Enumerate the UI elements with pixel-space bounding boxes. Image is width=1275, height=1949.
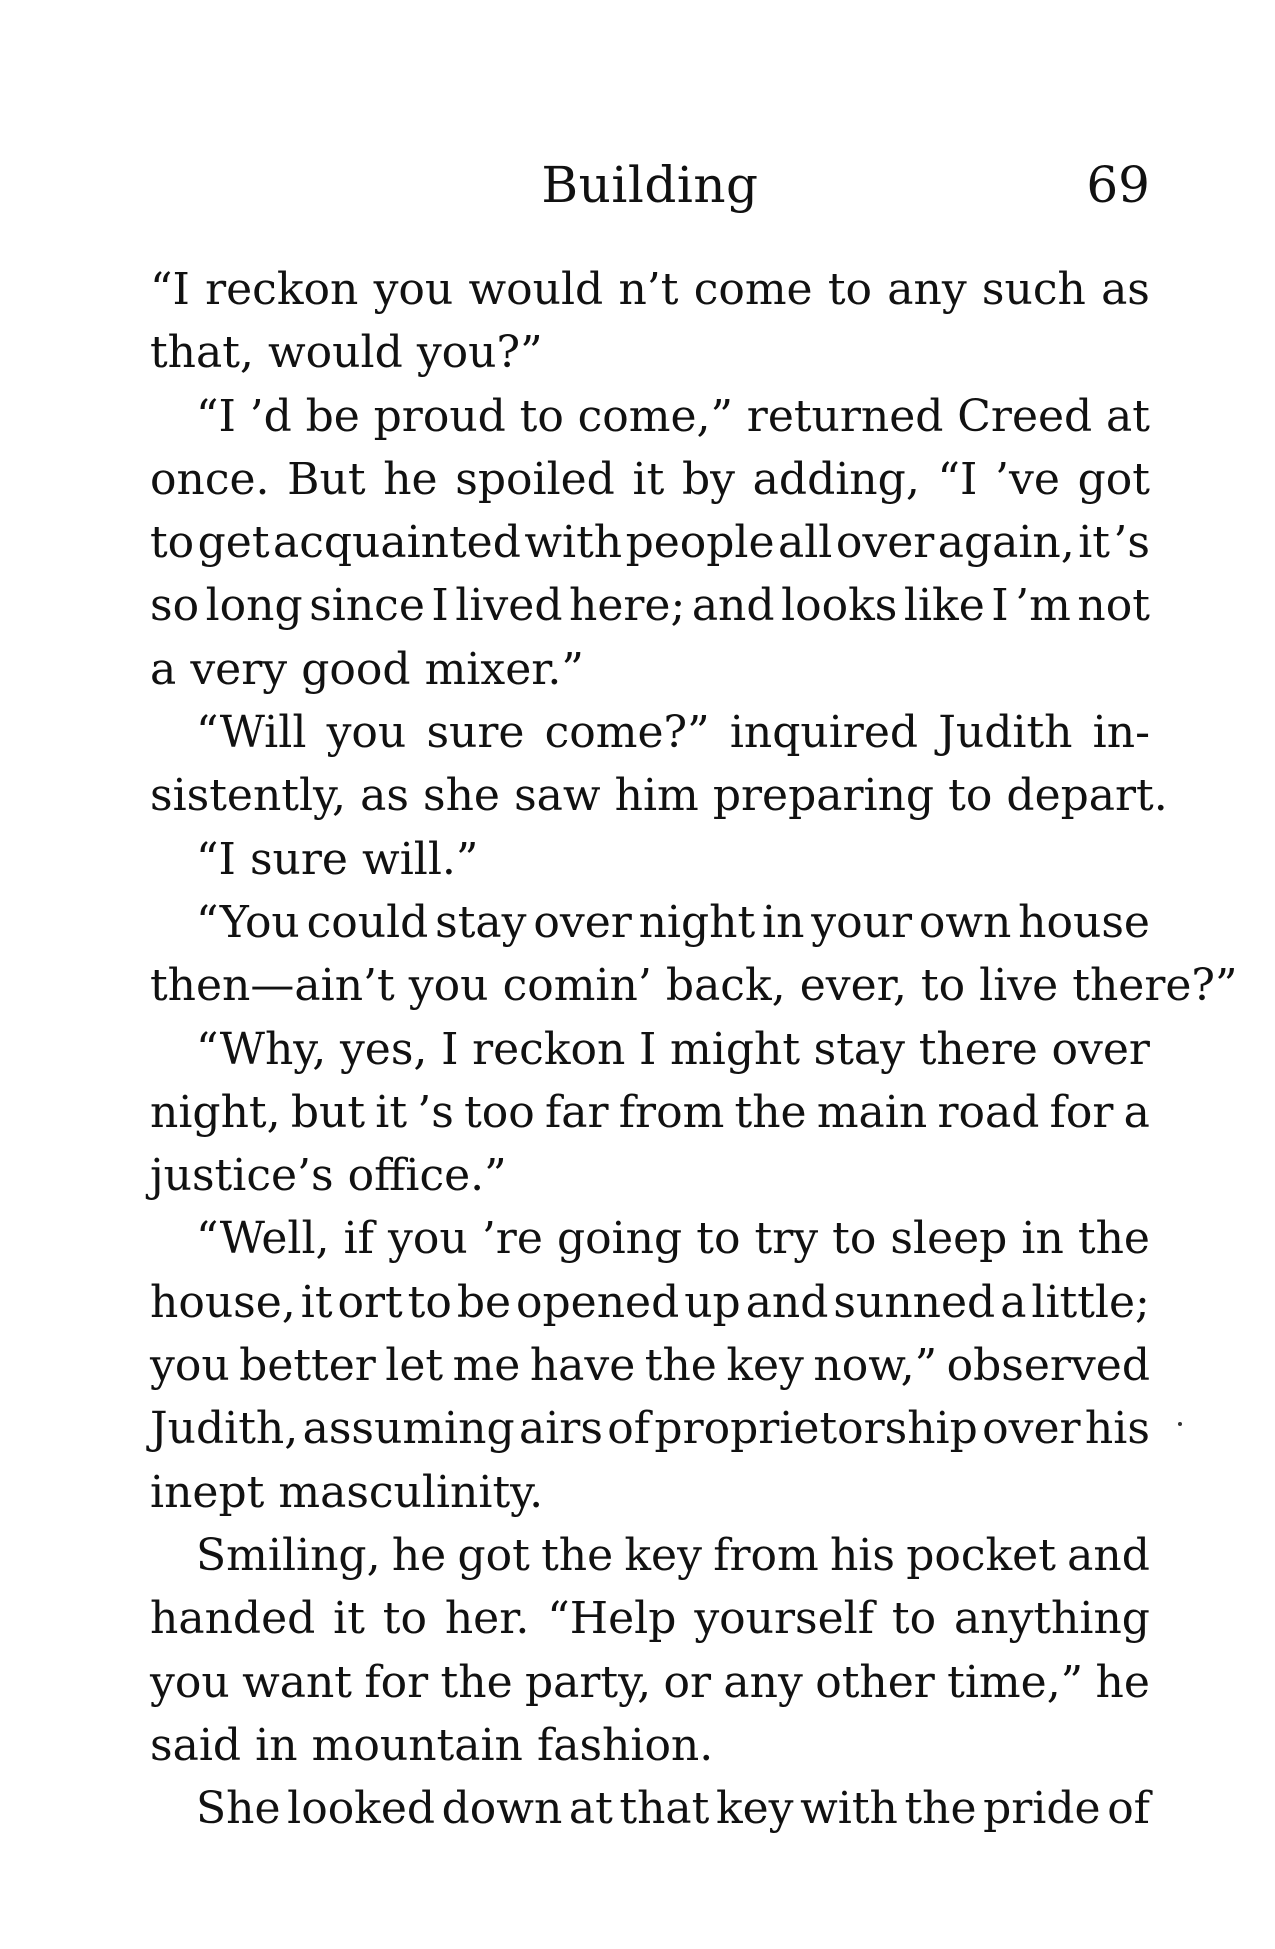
word: come?” (544, 707, 710, 759)
word: and (691, 580, 775, 632)
word: preparing (712, 770, 935, 822)
word: it (375, 1086, 408, 1138)
word: you?” (416, 327, 543, 379)
word: to (407, 1276, 452, 1328)
word: back, (665, 960, 786, 1012)
word: mountain (311, 1719, 523, 1771)
word: to (891, 1593, 937, 1645)
word: to (920, 960, 966, 1012)
word: the (541, 1529, 614, 1581)
word: you (150, 1656, 230, 1708)
word: again, (937, 517, 1075, 569)
text-line (150, 321, 1150, 384)
word: now,” (813, 1340, 938, 1392)
word: n’t (618, 264, 679, 315)
text-line (150, 1714, 1150, 1777)
word: over (533, 896, 632, 948)
word: at (1106, 390, 1150, 442)
word: going (556, 1213, 683, 1265)
word: a (1123, 1086, 1150, 1138)
text-line (150, 511, 1150, 574)
word: reckon (472, 1023, 626, 1075)
word: little; (1031, 1276, 1150, 1328)
word: to (519, 390, 564, 442)
word: he (383, 453, 438, 505)
word: got (1077, 453, 1150, 505)
word: would (468, 264, 604, 315)
word: not (1077, 580, 1150, 632)
word: come,” (577, 390, 733, 442)
word: the (644, 1340, 717, 1392)
text-line (150, 1081, 1150, 1144)
word: all (778, 517, 833, 569)
word: any (723, 1656, 803, 1708)
word: key (715, 1783, 794, 1835)
word: looks (781, 580, 898, 632)
word: stay (813, 1023, 906, 1075)
word: for (364, 1656, 429, 1708)
word: inept (150, 1466, 265, 1518)
word: me (452, 1340, 521, 1392)
word: but (290, 1086, 366, 1138)
running-title: Building (541, 156, 759, 214)
word: you (373, 264, 454, 315)
text-line (150, 1271, 1150, 1334)
word: of (607, 1403, 651, 1455)
word: key (726, 1340, 804, 1392)
word: time,” (947, 1656, 1084, 1708)
word: yes, (339, 1023, 428, 1075)
word: ’d (249, 390, 292, 442)
word: office.” (347, 1150, 507, 1202)
body-text (150, 258, 1238, 1840)
word: a (1000, 1276, 1027, 1328)
text-line (150, 1461, 1150, 1524)
word: be (305, 390, 360, 442)
word: to (948, 770, 993, 822)
word: to (832, 1213, 877, 1265)
text-line (150, 1651, 1150, 1714)
word: She (196, 1783, 281, 1835)
word: come (693, 264, 813, 315)
word: acquainted (272, 517, 521, 569)
word: comin’ (502, 960, 652, 1012)
word: once. (150, 453, 270, 505)
word: reckon (205, 264, 359, 315)
word: better (239, 1340, 376, 1392)
word: ’s (417, 1086, 454, 1138)
word: pocket (906, 1529, 1056, 1581)
word: mixer.” (424, 643, 584, 695)
word: ’m (1015, 580, 1071, 632)
word: “Will (196, 707, 307, 759)
word: a (150, 643, 177, 695)
word: the (440, 1656, 513, 1708)
word: her. (444, 1593, 530, 1645)
text-line (150, 1207, 1150, 1270)
word: “I (196, 833, 236, 885)
word: with (800, 1783, 898, 1835)
word: by (681, 453, 735, 505)
text-line (150, 385, 1150, 448)
word: it (300, 1276, 333, 1328)
word: as (1101, 264, 1150, 315)
word: be (456, 1276, 512, 1328)
word: said (150, 1719, 242, 1771)
word: sure (426, 707, 525, 759)
word: sleep (890, 1213, 1008, 1265)
word: ort (337, 1276, 403, 1328)
text-line (150, 1397, 1150, 1460)
word: if (343, 1213, 374, 1265)
text-line (150, 764, 1168, 827)
word: good (301, 643, 411, 695)
word: he (1095, 1656, 1150, 1708)
word: pride (983, 1783, 1101, 1835)
word: let (385, 1340, 444, 1392)
word: here; (569, 580, 686, 632)
running-head (150, 150, 1150, 220)
word: key (624, 1529, 702, 1581)
word: “Why, (196, 1023, 327, 1075)
word: from (713, 1529, 819, 1581)
word: could (306, 896, 429, 948)
text-line (150, 1144, 1150, 1207)
word: I (638, 1023, 657, 1075)
word: down (441, 1783, 563, 1835)
word: like (903, 580, 985, 632)
word: your (811, 896, 912, 948)
word: night (638, 896, 756, 948)
word: with (524, 517, 623, 569)
word: that, (150, 327, 254, 379)
word: opened (516, 1276, 680, 1328)
word: get (197, 517, 270, 569)
word: that (619, 1783, 710, 1835)
word: too (464, 1086, 535, 1138)
word: ’ve (995, 453, 1060, 505)
word: “I (150, 264, 190, 315)
word: people (625, 517, 775, 569)
word: live (979, 960, 1059, 1012)
word: in (1021, 1213, 1064, 1265)
word: at (568, 1783, 613, 1835)
word: so (150, 580, 200, 632)
word: “Help (547, 1593, 677, 1645)
word: Smiling, (196, 1529, 381, 1581)
word: she (423, 770, 500, 822)
word: the (734, 1086, 807, 1138)
word: him (614, 770, 699, 822)
word: adding, (752, 453, 920, 505)
word: lived (455, 580, 563, 632)
word: depart. (1006, 770, 1168, 822)
word: “Well, (196, 1213, 330, 1265)
word: and (1067, 1529, 1150, 1581)
word: of (1107, 1783, 1150, 1835)
text-line (150, 574, 1150, 637)
word: ’re (481, 1213, 543, 1265)
print-speck (1178, 1422, 1182, 1426)
word: any (887, 264, 967, 315)
text-line (150, 1334, 1150, 1397)
word: it (333, 1593, 365, 1645)
word: anything (953, 1593, 1150, 1645)
word: I (431, 580, 449, 632)
word: sure (249, 833, 348, 885)
word: would (268, 327, 403, 379)
word: other (815, 1656, 935, 1708)
word: ever, (799, 960, 907, 1012)
word: Judith, (150, 1403, 299, 1455)
word: spoiled (455, 453, 615, 505)
word: I (441, 1023, 459, 1075)
word: masculinity. (278, 1466, 544, 1518)
word: from (618, 1086, 725, 1138)
word: such (981, 264, 1086, 315)
word: house (1018, 896, 1150, 948)
word: far (544, 1086, 609, 1138)
word: over (835, 517, 935, 569)
word: airs (518, 1403, 603, 1455)
word: it (632, 453, 665, 505)
word: sunned (833, 1276, 996, 1328)
word: or (663, 1656, 712, 1708)
word: the (904, 1783, 977, 1835)
word: looked (287, 1783, 436, 1835)
word: observed (946, 1340, 1150, 1392)
word: over (1051, 1023, 1150, 1075)
word: proud (373, 390, 506, 442)
word: own (918, 896, 1012, 948)
word: and (745, 1276, 829, 1328)
text-line (150, 701, 1150, 764)
word: very (190, 643, 288, 695)
word: the (1077, 1213, 1150, 1265)
text-line (150, 1587, 1150, 1650)
word: in (255, 1719, 298, 1771)
word: “I (196, 390, 236, 442)
text-line (150, 448, 1150, 511)
word: then—ain’t (150, 960, 395, 1012)
word: road (937, 1086, 1040, 1138)
word: you (388, 1213, 468, 1265)
text-line (150, 954, 1238, 1017)
text-line (150, 258, 1150, 321)
word: you (150, 1340, 230, 1392)
word: his (829, 1529, 895, 1581)
word: Judith (938, 707, 1073, 759)
word: sistently, (150, 770, 347, 822)
text-line (150, 1018, 1150, 1081)
word: justice’s (150, 1150, 334, 1202)
text-line (150, 638, 1150, 701)
text-line (150, 828, 1150, 891)
word: as (360, 770, 409, 822)
word: main (816, 1086, 928, 1138)
word: it (1078, 517, 1110, 569)
text-line (150, 1524, 1150, 1587)
word: stay (435, 896, 527, 948)
word: he (391, 1529, 447, 1581)
word: returned (746, 390, 944, 442)
word: want (242, 1656, 352, 1708)
word: there (918, 1023, 1038, 1075)
word: over (982, 1403, 1081, 1455)
word: there?” (1072, 960, 1238, 1012)
word: proprietorship (654, 1403, 978, 1455)
word: yourself (694, 1593, 875, 1645)
word: have (529, 1340, 636, 1392)
word: long (205, 580, 303, 632)
word: inquired (729, 707, 919, 759)
word: might (670, 1023, 801, 1075)
word: you (408, 960, 489, 1012)
word: to (150, 517, 195, 569)
word: ’s (1113, 517, 1150, 569)
word: in- (1092, 707, 1150, 759)
word: saw (514, 770, 601, 822)
word: for (1049, 1086, 1114, 1138)
word: up (684, 1276, 741, 1328)
word: since (309, 580, 425, 632)
word: to (827, 264, 873, 315)
word: got (457, 1529, 530, 1581)
word: night, (150, 1086, 281, 1138)
word: “I (937, 453, 978, 505)
word: fashion. (536, 1719, 714, 1771)
word: to (696, 1213, 741, 1265)
text-line (150, 891, 1150, 954)
word: to (382, 1593, 427, 1645)
word: Creed (957, 390, 1093, 442)
word: house, (150, 1276, 296, 1328)
text-line (150, 1777, 1150, 1840)
word: will.” (362, 833, 479, 885)
word: his (1084, 1403, 1150, 1455)
word: in (762, 896, 805, 948)
word: party, (524, 1656, 652, 1708)
word: try (754, 1213, 819, 1265)
word: “You (196, 896, 300, 948)
page-number: 69 (1086, 156, 1150, 214)
word: you (326, 707, 407, 759)
word: handed (150, 1593, 316, 1645)
word: But (287, 453, 366, 505)
word: I (991, 580, 1009, 632)
word: assuming (302, 1403, 515, 1455)
